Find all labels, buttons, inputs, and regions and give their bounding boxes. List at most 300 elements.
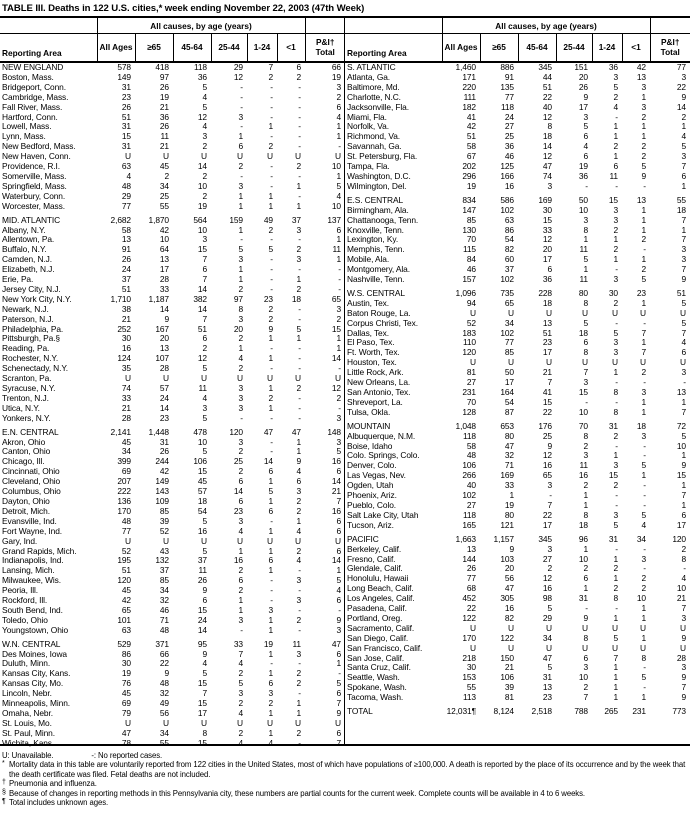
value-cell: 19 bbox=[331, 72, 341, 82]
value-cell: 13 bbox=[636, 195, 646, 205]
value-cell: U bbox=[508, 623, 514, 633]
value-cell: 12 bbox=[542, 112, 552, 122]
value-cell: 149 bbox=[117, 72, 131, 82]
value-cell: 85 bbox=[504, 348, 514, 358]
value-cell: 6 bbox=[583, 574, 588, 584]
footnote-unknown-ages bbox=[2, 798, 688, 807]
value-cell: 33 bbox=[233, 639, 243, 649]
value-cell: 13 bbox=[636, 72, 646, 82]
value-cell: 4 bbox=[583, 142, 588, 152]
value-cell: 8 bbox=[613, 594, 618, 604]
value-cell: 1 bbox=[296, 437, 301, 447]
value-cell: U bbox=[125, 536, 131, 546]
value-cell: 80 bbox=[578, 288, 588, 298]
col-all-ages: All Ages bbox=[97, 34, 135, 63]
value-cell: 118 bbox=[462, 431, 476, 441]
reporting-area-cell: Camden, N.J. bbox=[2, 255, 52, 265]
value-cell: 3 bbox=[296, 649, 301, 659]
value-cell: - bbox=[298, 191, 301, 201]
value-cell: 452 bbox=[462, 594, 476, 604]
value-cell: 4 bbox=[296, 526, 301, 536]
city-row bbox=[345, 265, 690, 275]
value-cell: U bbox=[546, 358, 552, 368]
reporting-area-cell: Baton Rouge, La. bbox=[347, 308, 411, 318]
value-cell: 1 bbox=[238, 605, 243, 615]
value-cell: 135 bbox=[500, 82, 514, 92]
city-row bbox=[345, 103, 690, 113]
value-cell: 305 bbox=[500, 594, 514, 604]
value-cell: 788 bbox=[574, 707, 588, 717]
reporting-area-cell: Waterbury, Conn. bbox=[2, 191, 66, 201]
value-cell: 1 bbox=[509, 491, 514, 501]
value-cell: 5 bbox=[202, 413, 207, 423]
reporting-area-cell: St. Paul, Minn. bbox=[2, 728, 55, 738]
col-45-64: 45-64 bbox=[518, 34, 556, 63]
value-cell: 51 bbox=[121, 112, 131, 122]
city-row bbox=[345, 408, 690, 418]
value-cell: 3 bbox=[202, 235, 207, 245]
value-cell: 266 bbox=[462, 471, 476, 481]
value-cell: 7 bbox=[547, 500, 552, 510]
value-cell: - bbox=[643, 318, 646, 328]
value-cell: 29 bbox=[542, 613, 552, 623]
footnote-text: Pneumonia and influenza. bbox=[9, 779, 97, 789]
value-cell: 1 bbox=[681, 481, 686, 491]
value-cell: 1 bbox=[681, 397, 686, 407]
value-cell: 27 bbox=[504, 122, 514, 132]
city-row bbox=[345, 378, 690, 388]
footnote-marker: ¶ bbox=[2, 798, 6, 806]
value-cell: - bbox=[338, 265, 341, 275]
value-cell: 18 bbox=[578, 328, 588, 338]
value-cell: 24 bbox=[504, 112, 514, 122]
reporting-area-cell: Montgomery, Ala. bbox=[347, 265, 410, 275]
value-cell: 4 bbox=[238, 354, 243, 364]
value-cell: 5 bbox=[296, 324, 301, 334]
value-cell: 39 bbox=[504, 683, 514, 693]
value-cell: - bbox=[298, 304, 301, 314]
value-cell: 84 bbox=[466, 255, 476, 265]
value-cell: 2 bbox=[613, 142, 618, 152]
value-cell: 58 bbox=[466, 142, 476, 152]
value-cell: 1 bbox=[268, 354, 273, 364]
value-cell: 77 bbox=[121, 201, 131, 211]
city-row bbox=[0, 679, 345, 689]
value-cell: 1,157 bbox=[493, 534, 514, 544]
city-row bbox=[0, 364, 345, 374]
city-row bbox=[345, 481, 690, 491]
value-cell: U bbox=[612, 308, 618, 318]
value-cell: 45 bbox=[121, 689, 131, 699]
value-cell: - bbox=[585, 604, 588, 614]
reporting-area-cell: E.S. CENTRAL bbox=[347, 195, 404, 205]
value-cell: U bbox=[295, 536, 301, 546]
value-cell: - bbox=[615, 378, 618, 388]
value-cell: 6 bbox=[336, 225, 341, 235]
footnote-mortality bbox=[2, 760, 688, 779]
value-cell: 9 bbox=[681, 673, 686, 683]
value-cell: 31 bbox=[159, 437, 169, 447]
value-cell: 65 bbox=[121, 605, 131, 615]
value-cell: - bbox=[643, 245, 646, 255]
value-cell: 9 bbox=[509, 544, 514, 554]
value-cell: 16 bbox=[331, 506, 341, 516]
value-cell: 9 bbox=[202, 586, 207, 596]
value-cell: 5 bbox=[202, 546, 207, 556]
city-row bbox=[0, 689, 345, 699]
group-header-row bbox=[0, 18, 345, 34]
value-cell: 32 bbox=[159, 596, 169, 606]
reporting-area-cell: Minneapolis, Minn. bbox=[2, 699, 71, 709]
reporting-area-cell: E.N. CENTRAL bbox=[2, 427, 59, 437]
reporting-area-cell: Seattle, Wash. bbox=[347, 673, 400, 683]
value-cell: - bbox=[338, 275, 341, 285]
value-cell: 41 bbox=[542, 388, 552, 397]
value-cell: 8 bbox=[583, 510, 588, 520]
value-cell: 2 bbox=[268, 304, 273, 314]
value-cell: - bbox=[298, 122, 301, 132]
value-cell: 4 bbox=[681, 574, 686, 584]
city-row bbox=[0, 305, 345, 315]
value-cell: 4 bbox=[296, 467, 301, 477]
value-cell: 1 bbox=[296, 447, 301, 457]
city-row bbox=[0, 739, 345, 749]
value-cell: 120 bbox=[229, 427, 243, 437]
footnote-marker: † bbox=[2, 779, 6, 787]
city-row bbox=[0, 497, 345, 507]
pi-label: P&I† bbox=[316, 37, 335, 48]
value-cell: 6 bbox=[681, 348, 686, 358]
value-cell: U bbox=[125, 152, 131, 162]
reporting-area-cell: Somerville, Mass. bbox=[2, 171, 67, 181]
value-cell: 42 bbox=[636, 62, 646, 72]
city-row bbox=[0, 527, 345, 537]
value-cell: 1 bbox=[296, 516, 301, 526]
col-all-ages: All Ages bbox=[442, 34, 480, 63]
value-cell: 31 bbox=[542, 673, 552, 683]
value-cell: U bbox=[612, 623, 618, 633]
region-row bbox=[0, 428, 345, 438]
value-cell: 2 bbox=[613, 431, 618, 441]
value-cell: 82 bbox=[504, 613, 514, 623]
reporting-area-cell: MOUNTAIN bbox=[347, 421, 391, 431]
city-row bbox=[345, 348, 690, 358]
value-cell: 834 bbox=[462, 195, 476, 205]
value-cell: 72 bbox=[676, 421, 686, 431]
value-cell: 1 bbox=[268, 546, 273, 556]
value-cell: 1 bbox=[268, 728, 273, 738]
value-cell: 10 bbox=[578, 554, 588, 564]
value-cell: 3 bbox=[613, 461, 618, 471]
reporting-area-cell: Charlotte, N.C. bbox=[347, 92, 401, 102]
value-cell: - bbox=[270, 284, 273, 294]
value-cell: 107 bbox=[155, 354, 169, 364]
value-cell: 57 bbox=[197, 487, 207, 497]
value-cell: 7 bbox=[641, 328, 646, 338]
value-cell: 57 bbox=[159, 384, 169, 393]
reporting-area-cell: San Diego, Calif. bbox=[347, 633, 409, 643]
value-cell: 9 bbox=[583, 92, 588, 102]
value-cell: - bbox=[298, 92, 301, 102]
reporting-area-cell: New York City, N.Y. bbox=[2, 294, 72, 304]
value-cell: - bbox=[338, 669, 341, 679]
value-cell: 16 bbox=[578, 471, 588, 481]
value-cell: 1 bbox=[641, 122, 646, 132]
value-cell: 2 bbox=[238, 162, 243, 172]
value-cell: 6 bbox=[202, 265, 207, 275]
value-cell: 1 bbox=[296, 334, 301, 344]
value-cell: 47 bbox=[121, 728, 131, 738]
value-cell: 14 bbox=[676, 102, 686, 112]
city-row bbox=[0, 354, 345, 364]
value-cell: 220 bbox=[462, 82, 476, 92]
value-cell: 37 bbox=[159, 566, 169, 576]
reporting-area-cell: Ft. Worth, Tex. bbox=[347, 348, 400, 358]
value-cell: U bbox=[237, 536, 243, 546]
value-cell: 34 bbox=[504, 318, 514, 328]
value-cell: 4 bbox=[641, 520, 646, 530]
value-cell: 48 bbox=[466, 451, 476, 461]
city-row bbox=[345, 545, 690, 555]
value-cell: 1 bbox=[641, 471, 646, 481]
value-cell: - bbox=[270, 162, 273, 172]
value-cell: 169 bbox=[538, 195, 552, 205]
value-cell: 65 bbox=[331, 294, 341, 304]
value-cell: - bbox=[615, 441, 618, 451]
city-row bbox=[0, 616, 345, 626]
city-row bbox=[345, 122, 690, 132]
value-cell: - bbox=[615, 500, 618, 510]
value-cell: - bbox=[240, 82, 243, 92]
value-cell: 55 bbox=[466, 683, 476, 693]
value-cell: 4 bbox=[336, 191, 341, 201]
value-cell: U bbox=[582, 358, 588, 368]
city-row bbox=[0, 457, 345, 467]
value-cell: 42 bbox=[159, 225, 169, 235]
value-cell: 50 bbox=[504, 368, 514, 378]
reporting-area-cell: Albany, N.Y. bbox=[2, 225, 46, 235]
value-cell: 296 bbox=[462, 171, 476, 181]
value-cell: 18 bbox=[197, 496, 207, 506]
value-cell: 5 bbox=[641, 162, 646, 172]
value-cell: 5 bbox=[202, 669, 207, 679]
value-cell: 17 bbox=[542, 255, 552, 265]
value-cell: 6 bbox=[296, 62, 301, 72]
value-cell: 1 bbox=[336, 255, 341, 265]
value-cell: 86 bbox=[504, 225, 514, 235]
value-cell: 74 bbox=[542, 171, 552, 181]
value-cell: 18 bbox=[542, 298, 552, 308]
footnote-text: Mortality data in this table are voluntarily reported from 122 cities in the United States, most of which have populations of ≥100,000. A death is reported by the place of its occurrence and by the week that the death certificate was filed. Fetal deaths are not included. bbox=[9, 760, 686, 779]
value-cell: 586 bbox=[500, 195, 514, 205]
column-header-row bbox=[345, 34, 690, 63]
value-cell: 55 bbox=[159, 201, 169, 211]
value-cell: 7 bbox=[681, 235, 686, 245]
city-row bbox=[345, 255, 690, 265]
city-row bbox=[0, 334, 345, 344]
value-cell: 2 bbox=[613, 298, 618, 308]
city-row bbox=[345, 358, 690, 368]
value-cell: 48 bbox=[159, 625, 169, 635]
value-cell: 18 bbox=[636, 421, 646, 431]
value-cell: 19 bbox=[504, 500, 514, 510]
value-cell: - bbox=[338, 364, 341, 374]
value-cell: - bbox=[683, 564, 686, 574]
value-cell: 5 bbox=[681, 298, 686, 308]
value-cell: 2 bbox=[238, 467, 243, 477]
reporting-area-cell: San Francisco, Calif. bbox=[347, 643, 423, 653]
value-cell: 102 bbox=[500, 328, 514, 338]
value-cell: - bbox=[338, 403, 341, 413]
value-cell: 28 bbox=[159, 275, 169, 285]
value-cell: 31 bbox=[121, 142, 131, 152]
value-cell: U bbox=[546, 308, 552, 318]
city-row bbox=[0, 103, 345, 113]
value-cell: 34 bbox=[636, 534, 646, 544]
value-cell: 64 bbox=[159, 245, 169, 255]
city-row bbox=[345, 442, 690, 452]
reporting-area-cell: Omaha, Nebr. bbox=[2, 709, 53, 718]
value-cell: 7 bbox=[336, 738, 341, 748]
value-cell: 51 bbox=[121, 284, 131, 294]
value-cell: 3 bbox=[296, 487, 301, 497]
value-cell: 2 bbox=[336, 92, 341, 102]
value-cell: 36 bbox=[159, 112, 169, 122]
value-cell: 79 bbox=[121, 709, 131, 718]
reporting-area-cell: Lynn, Mass. bbox=[2, 132, 46, 142]
reporting-area-cell: Denver, Colo. bbox=[347, 461, 397, 471]
value-cell: - bbox=[298, 566, 301, 576]
city-row bbox=[0, 414, 345, 424]
reporting-area-cell: Milwaukee, Wis. bbox=[2, 576, 61, 586]
value-cell: 55 bbox=[159, 738, 169, 748]
value-cell: 30 bbox=[121, 659, 131, 669]
value-cell: 4 bbox=[202, 393, 207, 403]
city-row bbox=[0, 547, 345, 557]
value-cell: 3 bbox=[613, 72, 618, 82]
value-cell: 4 bbox=[268, 738, 273, 748]
city-row bbox=[0, 507, 345, 517]
value-cell: 21 bbox=[159, 142, 169, 152]
value-cell: 56 bbox=[504, 574, 514, 584]
value-cell: 8 bbox=[681, 554, 686, 564]
value-cell: 3 bbox=[681, 255, 686, 265]
value-cell: 3 bbox=[238, 181, 243, 191]
reporting-area-cell: Newark, N.J. bbox=[2, 304, 49, 314]
value-cell: U bbox=[680, 623, 686, 633]
value-cell: 15 bbox=[676, 471, 686, 481]
value-cell: 51 bbox=[197, 324, 207, 334]
value-cell: 2 bbox=[296, 679, 301, 689]
value-cell: 18 bbox=[676, 205, 686, 215]
value-cell: - bbox=[298, 314, 301, 324]
reporting-area-cell: Boston, Mass. bbox=[2, 72, 54, 82]
value-cell: 3 bbox=[547, 544, 552, 554]
reporting-area-cell: Lowell, Mass. bbox=[2, 122, 52, 132]
value-cell: 13 bbox=[159, 255, 169, 265]
value-cell: - bbox=[643, 181, 646, 191]
value-cell: 231 bbox=[632, 707, 646, 717]
value-cell: 7 bbox=[583, 693, 588, 703]
value-cell: 3 bbox=[583, 215, 588, 225]
value-cell: 122 bbox=[500, 633, 514, 643]
value-cell: 21 bbox=[121, 403, 131, 413]
region-row bbox=[345, 707, 690, 717]
value-cell: 45 bbox=[121, 586, 131, 596]
value-cell: 1 bbox=[296, 699, 301, 709]
reporting-area-cell: St. Petersburg, Fla. bbox=[347, 152, 418, 162]
value-cell: 122 bbox=[462, 613, 476, 623]
reporting-area-cell: Reading, Pa. bbox=[2, 344, 50, 354]
city-row bbox=[0, 699, 345, 709]
value-cell: 9 bbox=[681, 693, 686, 703]
value-cell: 183 bbox=[462, 328, 476, 338]
reporting-area-cell: MID. ATLANTIC bbox=[2, 215, 61, 225]
city-row bbox=[345, 93, 690, 103]
reporting-area-cell: Mobile, Ala. bbox=[347, 255, 390, 265]
city-row bbox=[345, 584, 690, 594]
reporting-area-cell: Tacoma, Wash. bbox=[347, 693, 404, 703]
reporting-area-cell: Trenton, N.J. bbox=[2, 393, 49, 403]
value-cell: 3 bbox=[238, 255, 243, 265]
value-cell: - bbox=[298, 393, 301, 403]
value-cell: 11 bbox=[609, 171, 618, 181]
value-cell: - bbox=[270, 586, 273, 596]
value-cell: U bbox=[335, 152, 341, 162]
value-cell: 6 bbox=[296, 477, 301, 487]
value-cell: 94 bbox=[466, 298, 476, 308]
reporting-area-cell: Chattanooga, Tenn. bbox=[347, 215, 419, 225]
value-cell: 5 bbox=[641, 275, 646, 285]
value-cell: 1 bbox=[268, 201, 273, 211]
value-cell: U bbox=[508, 308, 514, 318]
value-cell: 4 bbox=[238, 738, 243, 748]
value-cell: 24 bbox=[197, 615, 207, 625]
city-row bbox=[0, 172, 345, 182]
reporting-area-cell: Akron, Ohio bbox=[2, 437, 46, 447]
value-cell: 30 bbox=[542, 205, 552, 215]
value-cell: 2 bbox=[641, 584, 646, 594]
value-cell: 36 bbox=[608, 62, 618, 72]
value-cell: 5 bbox=[202, 447, 207, 457]
value-cell: 98 bbox=[542, 594, 552, 604]
value-cell: - bbox=[615, 181, 618, 191]
value-cell: 1 bbox=[268, 669, 273, 679]
value-cell: 5 bbox=[202, 82, 207, 92]
col-1-24: 1-24 bbox=[592, 34, 622, 63]
city-row bbox=[0, 285, 345, 295]
value-cell: 3 bbox=[202, 403, 207, 413]
value-cell: 2 bbox=[164, 171, 169, 181]
city-row bbox=[345, 113, 690, 123]
city-row bbox=[345, 693, 690, 703]
value-cell: 2 bbox=[296, 506, 301, 516]
value-cell: 6 bbox=[336, 649, 341, 659]
value-cell: 102 bbox=[462, 491, 476, 501]
value-cell: 11 bbox=[579, 245, 588, 255]
value-cell: 4 bbox=[202, 92, 207, 102]
right-table-header bbox=[345, 18, 690, 62]
value-cell: 121 bbox=[500, 520, 514, 530]
value-cell: 118 bbox=[500, 102, 514, 112]
value-cell: 1 bbox=[681, 225, 686, 235]
value-cell: 3 bbox=[613, 215, 618, 225]
value-cell: 2 bbox=[202, 344, 207, 354]
value-cell: 6 bbox=[268, 506, 273, 516]
value-cell: 26 bbox=[578, 82, 588, 92]
value-cell: - bbox=[298, 132, 301, 142]
value-cell: 19 bbox=[466, 181, 476, 191]
